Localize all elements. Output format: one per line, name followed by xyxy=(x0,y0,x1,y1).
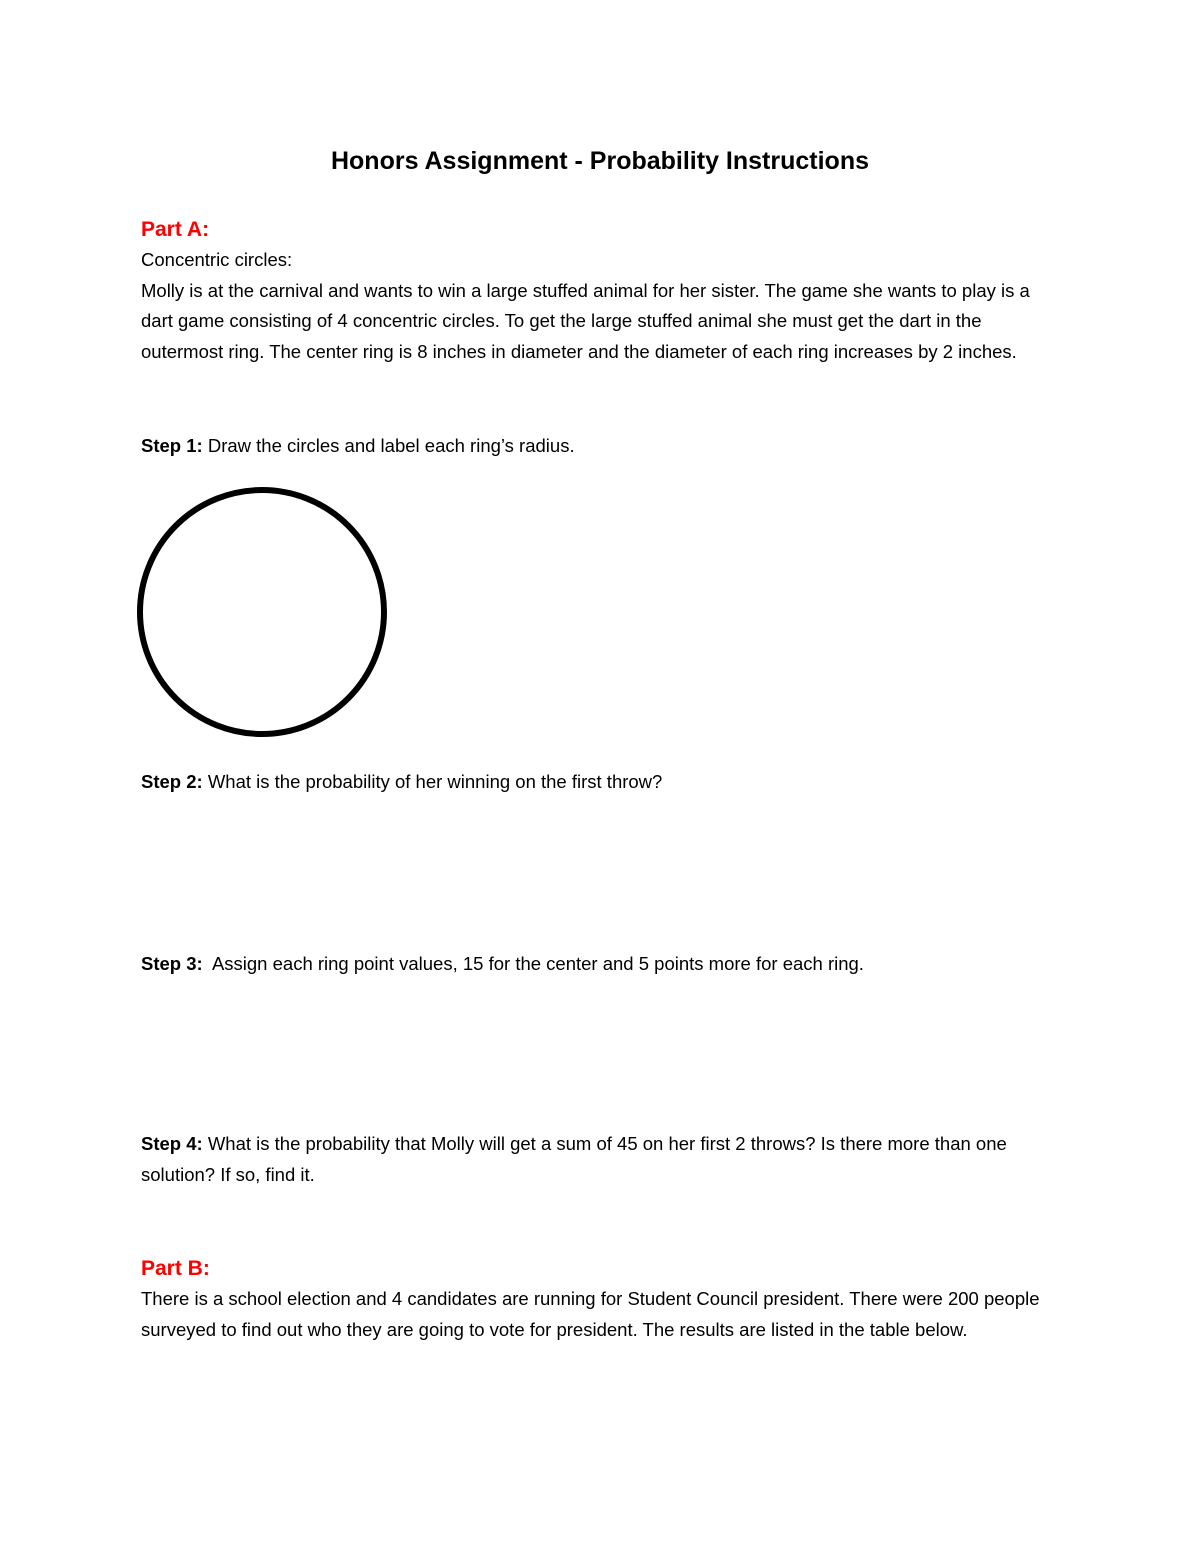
step-3-label: Step 3: xyxy=(141,953,203,974)
document-title: Honors Assignment - Probability Instructions xyxy=(330,147,869,175)
part-b-paragraph: There is a school election and 4 candidates are running for Student Council president. There were 200 people surveyed to find out who they are going to vote for president. The results are listed in the table below. xyxy=(141,1288,1040,1340)
part-a-paragraph: Molly is at the carnival and wants to win a large stuffed animal for her sister. The game she wants to play is a dart game consisting of 4 concentric circles. To get the large stuffed animal she must get the dart in the outermost ring. The center ring is 8 inches in diameter and the diameter of each ring increases by 2 inches. xyxy=(141,279,1030,362)
step-4 xyxy=(141,1129,1061,1190)
outer-circle xyxy=(140,490,384,734)
circle-diagram xyxy=(136,486,388,738)
step-1 xyxy=(141,431,1061,462)
step-3-text: Assign each ring point values, 15 for the center and 5 points more for each ring. xyxy=(202,953,864,974)
part-a-subheading: Concentric circles: xyxy=(141,249,293,270)
part-b-section xyxy=(141,1254,1061,1345)
circle-svg xyxy=(136,486,388,738)
step-2 xyxy=(141,767,1061,798)
step-4-label: Step 4: xyxy=(141,1133,203,1154)
step-4-text: What is the probability that Molly will get a sum of 45 on her first 2 throws? Is there more than one solution? If so, find it. xyxy=(141,1133,1007,1185)
step-1-label: Step 1: xyxy=(141,435,203,456)
step-2-text: What is the probability of her winning on the first throw? xyxy=(202,771,663,792)
step-2-label: Step 2: xyxy=(141,771,203,792)
step-1-text: Draw the circles and label each ring’s radius. xyxy=(202,435,575,456)
part-a-heading: Part A: xyxy=(141,218,210,241)
part-a-section xyxy=(141,215,1061,367)
part-b-heading: Part B: xyxy=(141,1257,210,1280)
step-3 xyxy=(141,949,1061,980)
